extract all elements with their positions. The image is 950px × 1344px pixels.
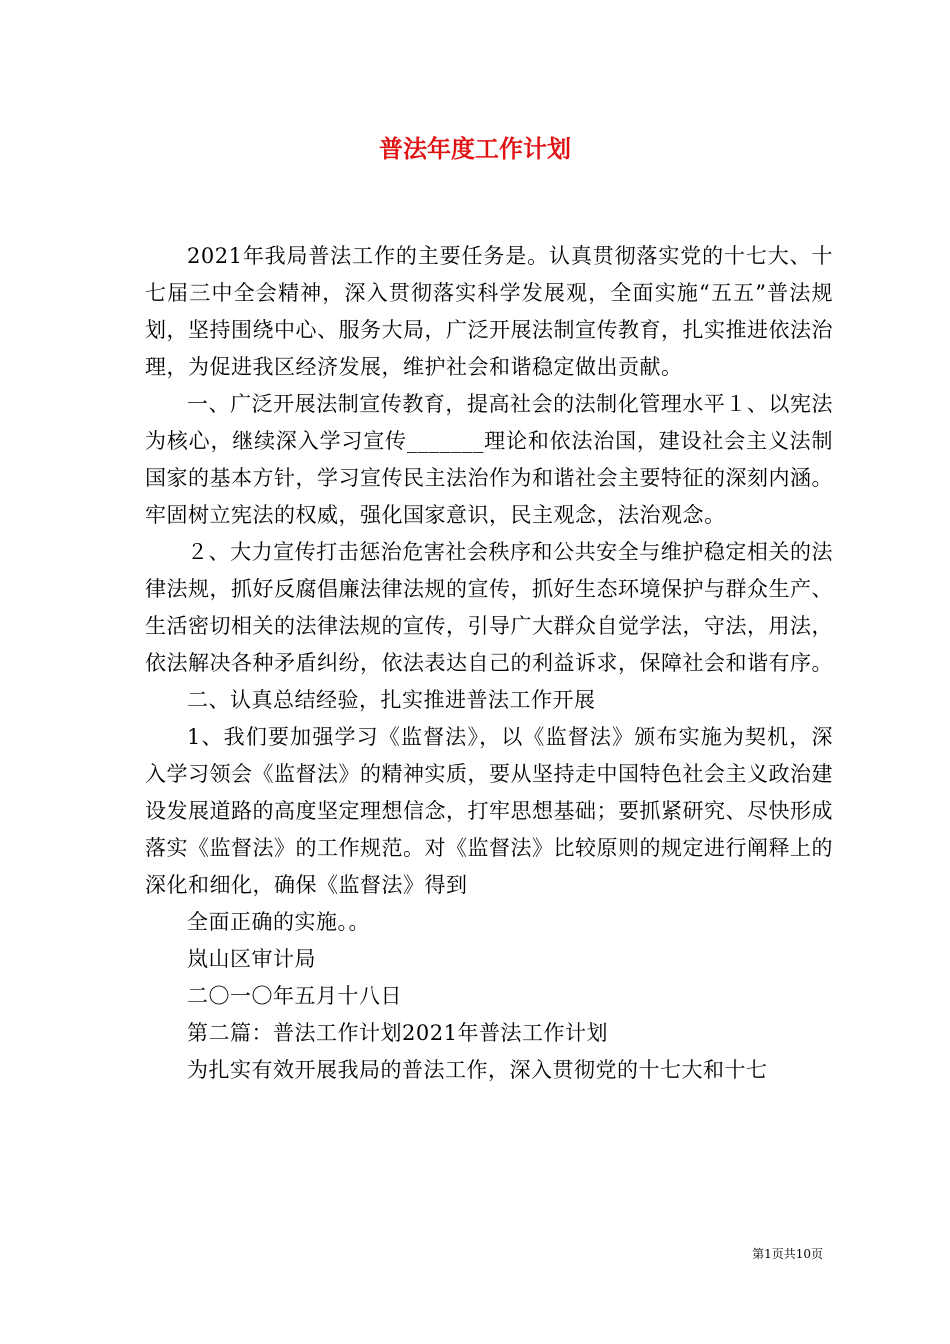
paragraph-section-one: 一、广泛开展法制宣传教育，提高社会的法制化管理水平１、以宪法为核心，继续深入学习宣传_______理论和依法治国，建设社会主义法制国家的基本方针，学习宣传民主法治作为和谐社会主要特征的深刻内涵。牢固树立宪法的权威，强化国家意识，民主观念，法治观念。 [145, 392, 833, 527]
paragraph-supervision-law: 1、我们要加强学习《监督法》，以《监督法》颁布实施为契机，深入学习领会《监督法》的精神实质，要从坚持走中国特色社会主义政治建设发展道路的高度坚定理想信念，打牢思想基础；要抓紧研究、尽快形成落实《监督法》的工作规范。对《监督法》比较原则的规定进行阐释上的深化和细化，确保《监督法》得到 [145, 725, 833, 897]
paragraph-intro: 2021年我局普法工作的主要任务是。认真贯彻落实党的十七大、十七届三中全会精神，深入贯彻落实科学发展观，全面实施“五五”普法规划，坚持围绕中心、服务大局，广泛开展法制宣传教育，扎实推进依法治理，为促进我区经济发展，维护社会和谐稳定做出贡献。 [145, 244, 833, 379]
paragraph-section-two-heading: 二、认真总结经验，扎实推进普法工作开展 [187, 688, 596, 712]
second-article-heading: 第二篇：普法工作计划2021年普法工作计划 [187, 1021, 608, 1045]
signature-organization: 岚山区审计局 [187, 947, 316, 971]
line-conclusion: 全面正确的实施。。 [187, 910, 370, 934]
document-title: 普法年度工作计划 [379, 134, 571, 163]
signature-date: 二〇一〇年五月十八日 [187, 984, 402, 1008]
second-article-first-line: 为扎实有效开展我局的普法工作，深入贯彻党的十七大和十七 [187, 1058, 768, 1082]
paragraph-item-two: ２、大力宣传打击惩治危害社会秩序和公共安全与维护稳定相关的法律法规，抓好反腐倡廉法律法规的宣传，抓好生态环境保护与群众生产、生活密切相关的法律法规的宣传，引导广大群众自觉学法，守法，用法，依法解决各种矛盾纠纷，依法表达自己的利益诉求，保障社会和谐有序。 [145, 540, 833, 675]
page-number: 第1页共10页 [752, 1247, 823, 1261]
document-body [145, 238, 833, 1089]
